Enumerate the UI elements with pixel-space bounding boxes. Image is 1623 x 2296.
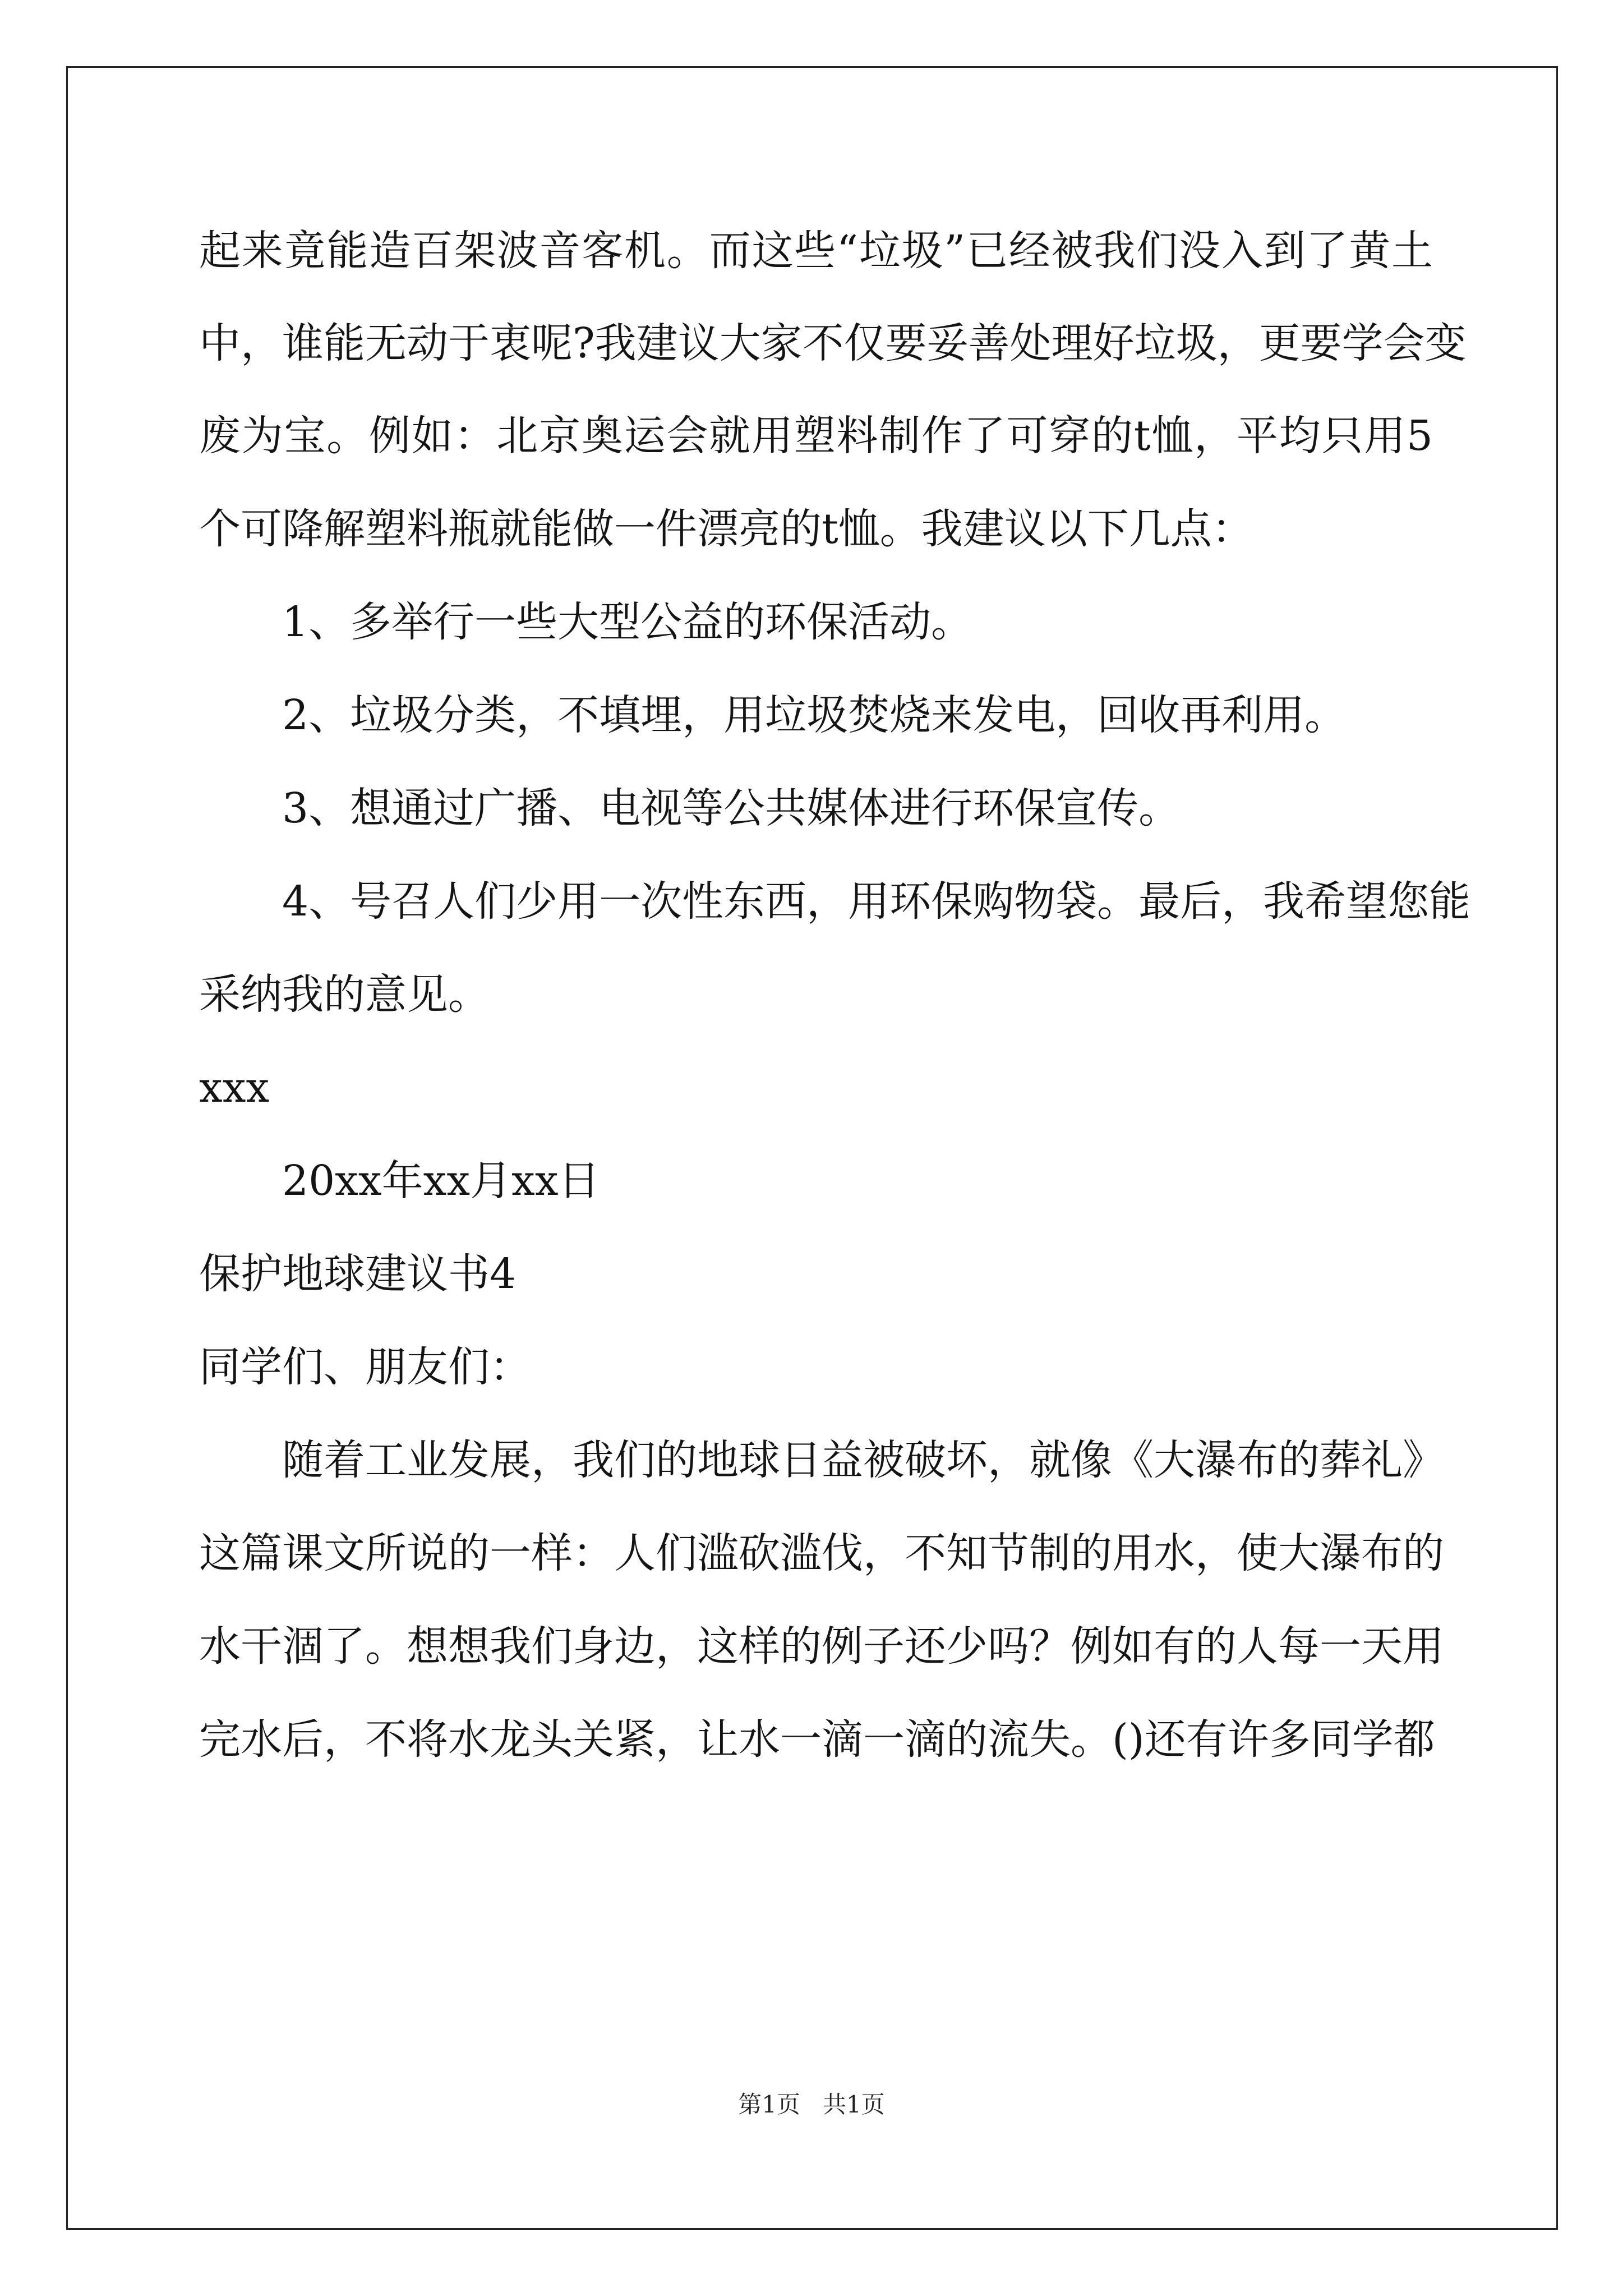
list-item: 2、垃圾分类，不填埋，用垃圾焚烧来发电，回收再利用。	[282, 691, 1347, 739]
paragraph-line: 起来竟能造百架波音客机。而这些“垃圾”已经被我们没入到了黄土	[199, 227, 1433, 275]
salutation: 同学们、朋友们：	[199, 1343, 531, 1391]
paragraph-line: 随着工业发展，我们的地球日益被破坏，就像《大瀑布的葬礼》	[282, 1436, 1444, 1484]
list-item: 4、号召人们少用一次性东西，用环保购物袋。最后，我希望您能	[282, 877, 1471, 926]
paragraph-line: 采纳我的意见。	[199, 970, 490, 1019]
paragraph-line: 废为宝。例如：北京奥运会就用塑料制作了可穿的t恤，平均只用5	[199, 412, 1433, 460]
list-item: 1、多举行一些大型公益的环保活动。	[282, 598, 973, 646]
paragraph-line: 这篇课文所说的一样：人们滥砍滥伐，不知节制的用水，使大瀑布的	[199, 1529, 1444, 1577]
paragraph-line: 完水后，不将水龙头关紧，让水一滴一滴的流失。()还有许多同学都	[199, 1715, 1435, 1764]
page-footer: 第1页 共1页	[738, 2091, 885, 2118]
signature: xxx	[199, 1064, 270, 1112]
paragraph-line: 水干涸了。想想我们身边，这样的例子还少吗？例如有的人每一天用	[199, 1622, 1444, 1671]
paragraph-line: 个可降解塑料瓶就能做一件漂亮的t恤。我建议以下几点：	[199, 505, 1253, 553]
list-item: 3、想通过广播、电视等公共媒体进行环保宣传。	[282, 784, 1181, 832]
date: 20xx年xx月xx日	[282, 1157, 600, 1205]
paragraph-line: 中，谁能无动于衷呢?我建议大家不仅要妥善处理好垃圾，更要学会变	[199, 319, 1467, 367]
section-title: 保护地球建议书4	[199, 1250, 517, 1298]
